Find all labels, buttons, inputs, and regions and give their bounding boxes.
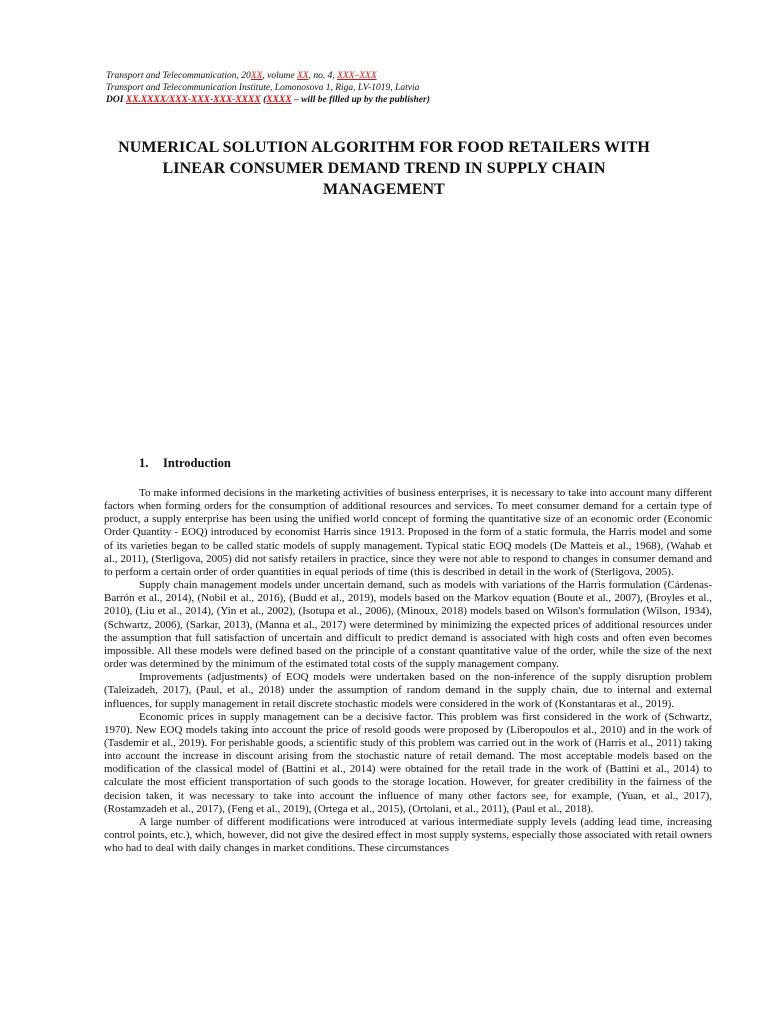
paragraph: Improvements (adjustments) of EOQ models were undertaken based on the non-inference of the supply disruption problem (Taleizadeh, 2017), (Paul, et al., 2018) under the assumption of random demand in the supply chain, due to internal and external influences, for supply management in retail discrete stochastic models were considered in the work of (Konstantaras et al., 2019). bbox=[104, 671, 712, 710]
journal-header bbox=[106, 70, 666, 106]
paragraph: Economic prices in supply management can be a decisive factor. This problem was first considered in the work of (Schwartz, 1970). New EOQ models taking into account the price of resold goods were proposed by (Liberopoulos et al., 2010) and in the work of (Tasdemir et al., 2019). For perishable goods, a scientific study of this problem was carried out in the work of (Harris et al., 2011) taking into account the increase in discount arising from the stochastic nature of retail demand. The most acceptable models based on the modification of the classical model of (Battini et al., 2014) were obtained for the retail trade in the work of (Battini et al., 2014) to calculate the most efficient transportation of such goods to the storage location. However, for greater credibility in the fairness of the decision taken, it was necessary to take into account the influence of many other factors see, for example, (Yuan, et al., 2017), (Rostamzadeh et al., 2017), (Feng et al., 2019), (Ortega et al., 2015), (Ortolani, et al., 2011), (Paul et al., 2018). bbox=[104, 710, 712, 815]
paragraph: Supply chain management models under uncertain demand, such as models with variations of the Harris formulation (Cárdenas-Barrón et al., 2014), (Nobil et al., 2016), (Budd et al., 2019), models based on the Markov equation (Boute et al., 2007), (Broyles et al., 2010), (Liu et al., 2014), (Yin et al., 2002), (Isotupa et al., 2006), (Minoux, 2018) models based on Wilson's formulation (Wilson, 1934), (Schwartz, 2006), (Sarkar, 2013), (Manna et al., 2017) were determined by minimizing the expected prices of additional resources under the assumption that full satisfaction of uncertain and difficult to predict demand is associated with high costs and often even becomes impossible. All these models were defined based on the principle of a constant quantitative value of the order, while the size of the next order was determined by the minimum of the estimated total costs of the supply management company. bbox=[104, 579, 712, 671]
code-placeholder: XXXX bbox=[266, 95, 292, 105]
paragraph: A large number of different modifications were introduced at various intermediate supply levels (adding lead time, increasing control points, etc.), which, however, did not give the desired effect in most supply systems, especially those associated with retail owners who had to deal with daily changes in market conditions. These circumstances bbox=[104, 815, 712, 855]
header-line-1: Transport and Telecommunication, 20XX, volume XX, no. 4, XXX–XXX bbox=[106, 71, 377, 81]
paper-title: NUMERICAL SOLUTION ALGORITHM FOR FOOD RETAILERS WITH LINEAR CONSUMER DEMAND TREND IN SUPPLY CHAIN MANAGEMENT bbox=[118, 139, 650, 198]
section-number: 1. bbox=[139, 456, 149, 470]
section-title: Introduction bbox=[163, 456, 231, 470]
header-line-2: Transport and Telecommunication Institute, Lomonosova 1, Riga, LV-1019, Latvia bbox=[106, 83, 420, 93]
doi-placeholder: XX.XXXX/XXX-XXX-XXX-XXXX bbox=[125, 95, 261, 105]
header-line-3: DOI XX.XXXX/XXX-XXX-XXX-XXXX (XXXX – will be filled up by the publisher) bbox=[106, 95, 430, 105]
body-text bbox=[104, 487, 712, 855]
pages-placeholder: XXX–XXX bbox=[337, 71, 377, 81]
volume-placeholder: XX bbox=[296, 71, 309, 81]
paragraph: To make informed decisions in the marketing activities of business enterprises, it is necessary to take into account many different factors when forming orders for the consumption of additional resources and services. To meet consumer demand for a certain type of product, a supply enterprise has been using the unified world concept of forming the quantitative size of an economic order (Economic Order Quantity - EOQ) introduced by economist Harris since 1913. Proposed in the form of a static formula, the Harris model and some of its varieties began to be called static models of supply management. Typical static EOQ models (De Matteis et al., 1968), (Wahab et al., 2011), (Sterligova, 2005) did not satisfy retailers in practice, since they were not able to respond to changes in consumer demand and to perform a certain order of order quantities in equal periods of time (this is described in detail in the work of (Sterligova, 2005). bbox=[104, 487, 712, 578]
year-placeholder: XX bbox=[250, 71, 263, 81]
section-heading bbox=[139, 456, 231, 471]
